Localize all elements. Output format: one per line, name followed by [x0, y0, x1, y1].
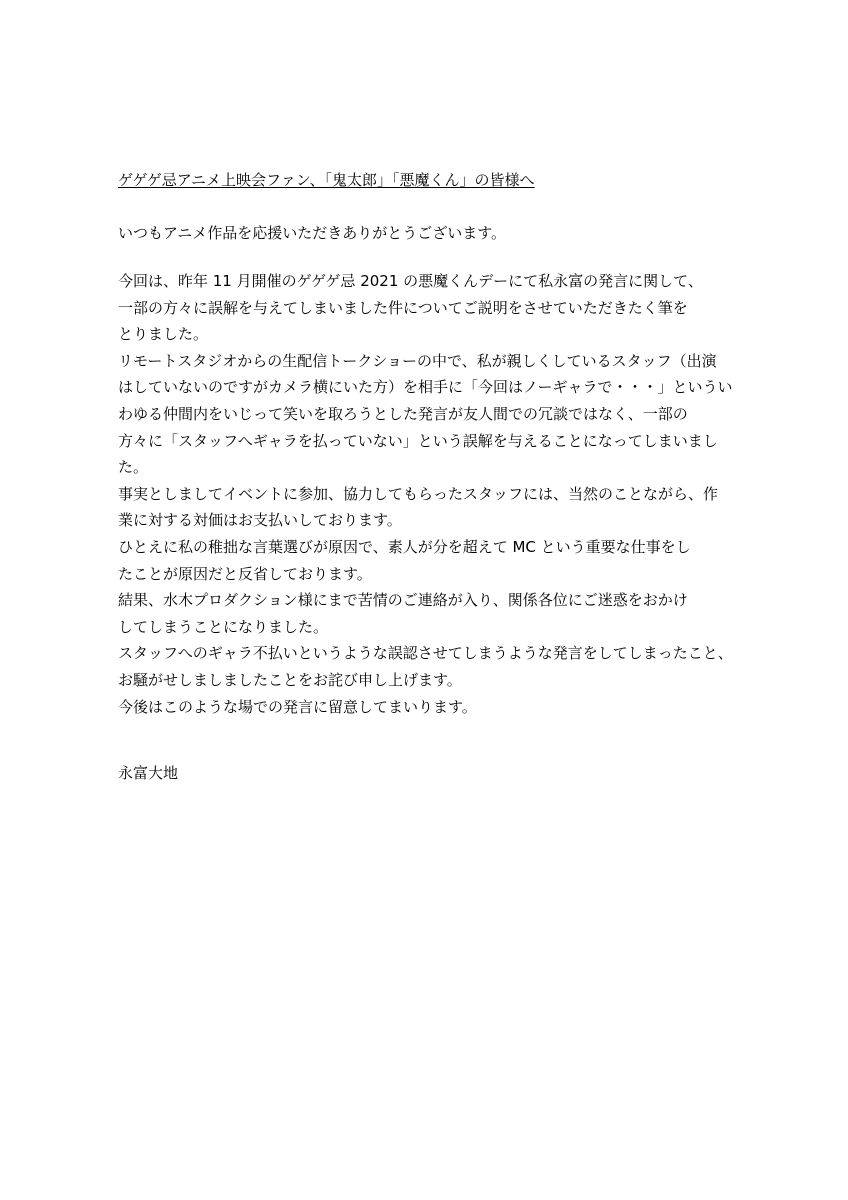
body-line: わゆる仲間内をいじって笑いを取ろうとした発言が友人間での冗談ではなく、一部の: [118, 404, 688, 423]
body-line: 業に対する対価はお支払いしております。: [118, 511, 402, 530]
body-line: 一部の方々に誤解を与えてしまいました件についてご説明をさせていただきたく筆を: [118, 298, 688, 317]
body-line: してしまうことになりました。: [118, 617, 329, 636]
body-line: リモートスタジオからの生配信トークショーの中で、私が親しくしているスタッフ（出演: [118, 351, 717, 370]
body-line: 今回は、昨年 11 月開催のゲゲゲ忌 2021 の悪魔くんデーにて私永富の発言に関して、: [118, 272, 703, 290]
body-line: ひとえに私の稚拙な言葉選びが原因で、素人が分を超えて MC という重要な仕事をし: [118, 537, 691, 556]
greeting-line: いつもアニメ作品を応援いただきありがとうございます。: [118, 224, 507, 242]
document-body: [118, 268, 733, 720]
body-line: た。: [118, 458, 149, 477]
signature: 永富大地: [118, 764, 179, 782]
body-line: たことが原因だと反省しております。: [118, 564, 372, 583]
body-line: お騒がせしましましたことをお詫び申し上げます。: [118, 670, 462, 689]
body-line: 方々に「スタッフへギャラを払っていない」という誤解を与えることになってしまいまし: [118, 431, 718, 450]
body-line: とりました。: [118, 325, 209, 344]
body-line: 今後はこのような場での発言に留意してまいります。: [118, 697, 477, 716]
body-line: 事実としましてイベントに参加、協力してもらったスタッフには、当然のことながら、作: [118, 484, 719, 503]
body-line: はしていないのですがカメラ横にいた方）を相手に「今回はノーギャラで・・・」というい: [118, 378, 733, 397]
body-line: 結果、水木プロダクション様にまで苦情のご連絡が入り、関係各位にご迷惑をおかけ: [118, 591, 688, 610]
document-title: ゲゲゲ忌アニメ上映会ファン、「鬼太郎」「悪魔くん」の皆様へ: [118, 171, 535, 189]
body-line: スタッフへのギャラ不払いというような誤認させてしまうような発言をしてしまったこと、: [118, 644, 733, 663]
